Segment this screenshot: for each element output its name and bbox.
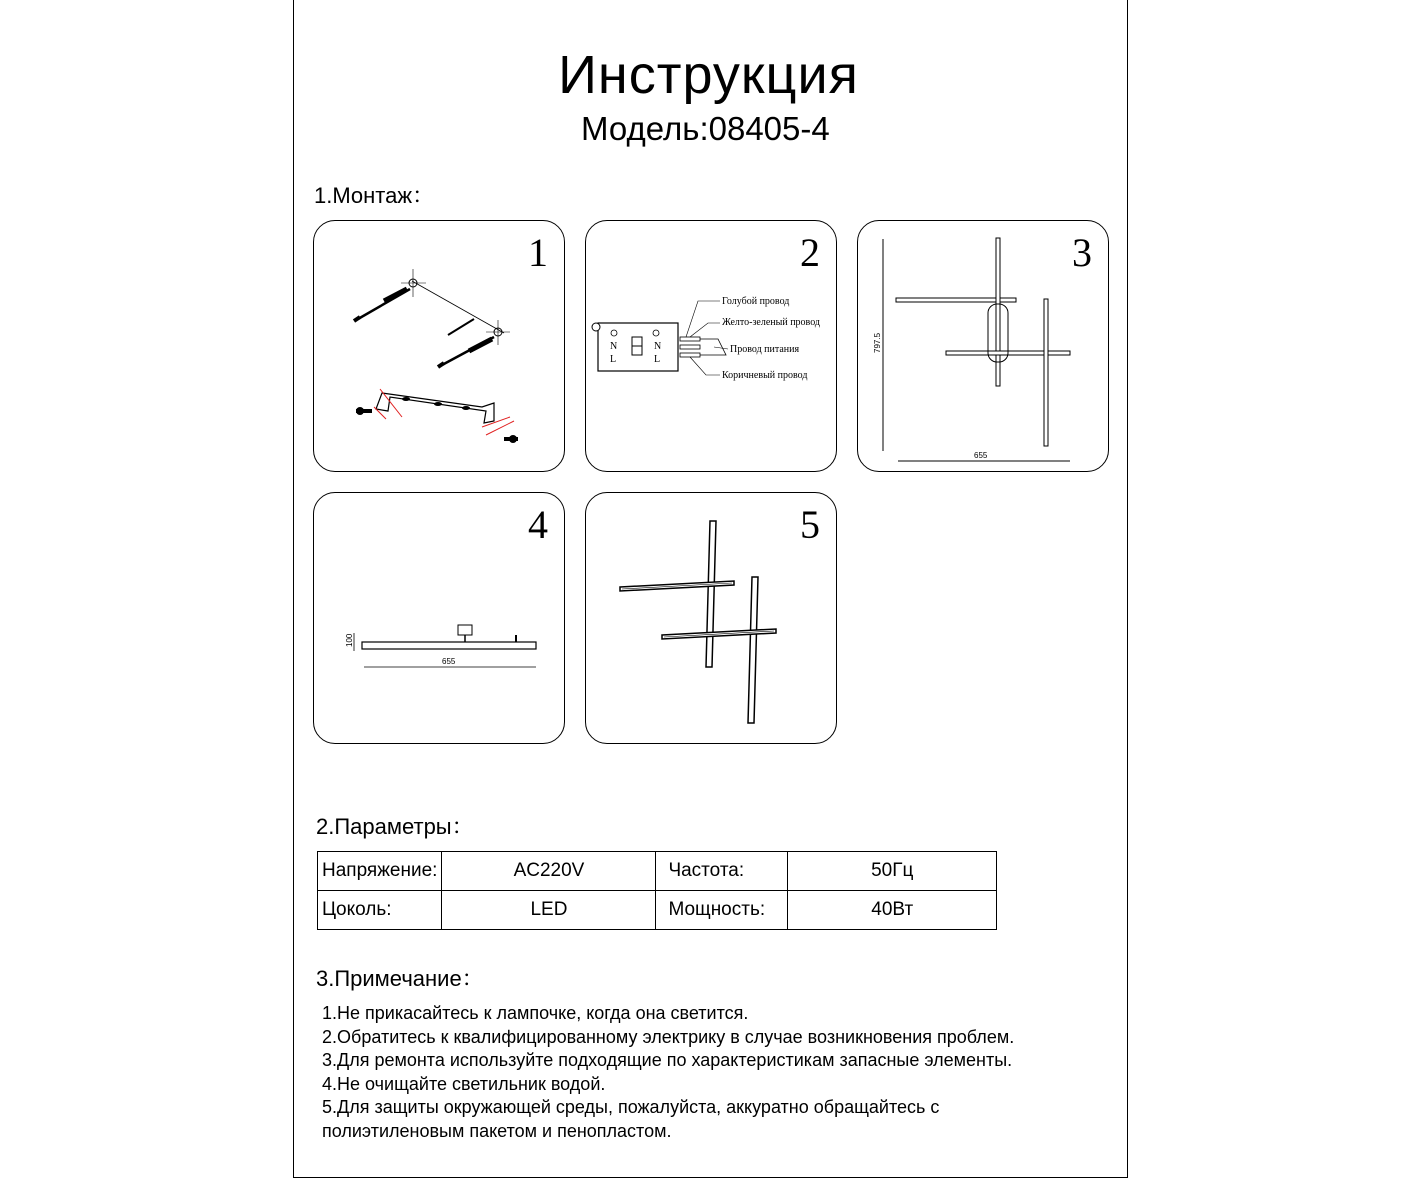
model-number: Модель:08405-4 — [581, 110, 830, 147]
base-value: LED — [442, 891, 656, 930]
panel-4-width-dim: 655 — [442, 657, 456, 666]
panel-3-number: 3 — [1072, 230, 1092, 275]
panel-1-drawing — [314, 221, 566, 473]
panel-1-number: 1 — [528, 230, 548, 275]
page-title: Инструкция — [558, 45, 859, 105]
panel-3-height-dim: 797.5 — [873, 332, 882, 353]
panel-3-front-dimensions — [857, 220, 1109, 472]
panel-4-number: 4 — [528, 502, 548, 547]
panel-5-number: 5 — [800, 502, 820, 547]
terminal-l-left: L — [610, 354, 617, 365]
parameters-table — [317, 851, 997, 930]
wire-brown-label: Коричневый провод — [722, 370, 808, 381]
list-item: полиэтиленовым пакетом и пенопластом. — [322, 1120, 672, 1141]
terminal-n-right: N — [654, 341, 662, 352]
voltage-label: Напряжение: — [318, 852, 442, 891]
panel-1-mounting-screws — [313, 220, 565, 472]
wire-power-label: Провод питания — [730, 344, 800, 355]
panel-4-side-dimensions — [313, 492, 565, 744]
terminal-n-left: N — [610, 341, 618, 352]
power-value: 40Вт — [788, 891, 997, 930]
list-item: 2.Обратитесь к квалифицированному электрику в случае возникновения проблем. — [322, 1026, 1015, 1047]
frequency-label: Частота: — [656, 852, 788, 891]
panel-3-drawing — [858, 221, 1110, 473]
wire-ground-label: Желто-зеленый провод — [722, 317, 820, 328]
panel-5-drawing — [586, 493, 838, 745]
section-mounting-heading: 1.Монтаж： — [314, 183, 435, 208]
base-label: Цоколь: — [318, 891, 442, 930]
list-item: 5.Для защиты окружающей среды, пожалуйста, аккуратно обращайтесь с — [322, 1097, 940, 1118]
panel-2-drawing — [586, 221, 838, 473]
list-item: 1.Не прикасайтесь к лампочке, когда она светится. — [322, 1003, 749, 1023]
power-label: Мощность: — [656, 891, 788, 930]
voltage-value: AC220V — [442, 852, 656, 891]
panel-5-perspective-view — [585, 492, 837, 744]
panel-2-number: 2 — [800, 230, 820, 275]
section-notes-heading: 3.Примечание： — [316, 966, 484, 991]
panel-2-wiring — [585, 220, 837, 472]
table-row — [318, 852, 997, 891]
wire-blue-label: Голубой провод — [722, 296, 790, 307]
panel-4-drawing — [314, 493, 566, 745]
terminal-l-right: L — [654, 354, 661, 365]
notes-list — [322, 1002, 1014, 1144]
table-row — [318, 891, 997, 930]
section-parameters-heading: 2.Параметры： — [316, 814, 474, 839]
frequency-value: 50Гц — [788, 852, 997, 891]
panel-3-width-dim: 655 — [974, 451, 988, 460]
panel-4-height-dim: 100 — [345, 633, 354, 647]
list-item: 4.Не очищайте светильник водой. — [322, 1073, 606, 1094]
list-item: 3.Для ремонта используйте подходящие по характеристикам запасные элементы. — [322, 1050, 1013, 1071]
